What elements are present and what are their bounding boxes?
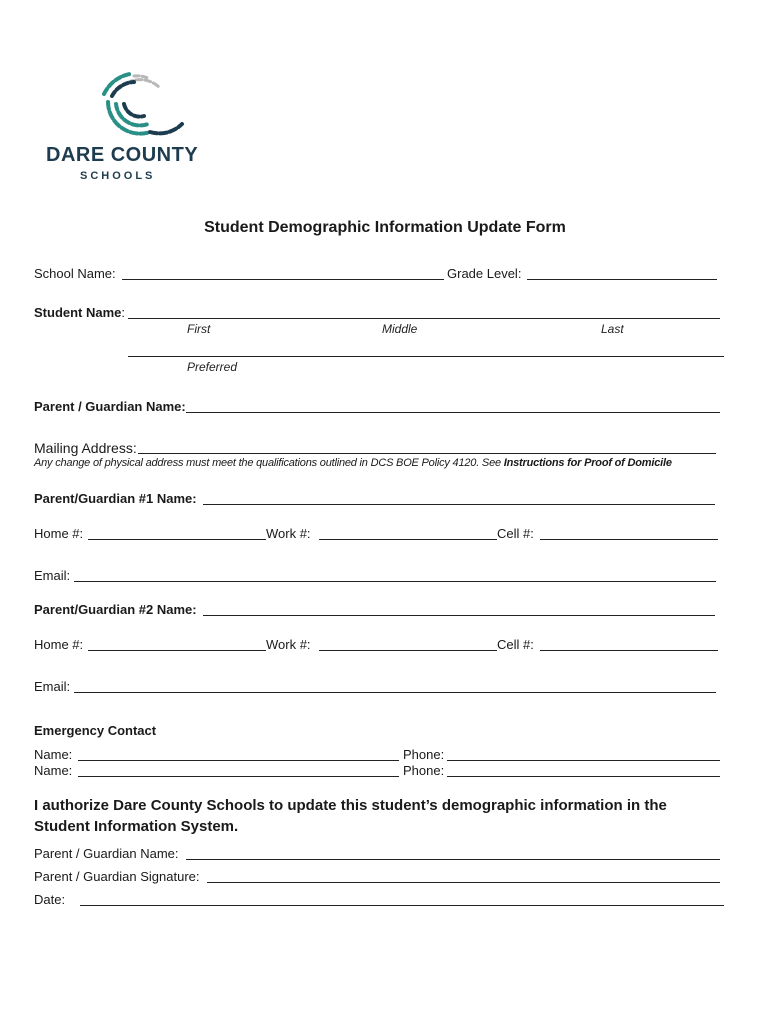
logo-name-line2: SCHOOLS: [80, 170, 156, 182]
guardian-name-field[interactable]: [186, 412, 720, 413]
guardian2-work-field[interactable]: [319, 650, 497, 651]
guardian2-name-label: Parent/Guardian #2 Name:: [34, 602, 197, 617]
emergency-contact-heading: Emergency Contact: [34, 723, 157, 738]
guardian2-work-label: Work #:: [266, 637, 311, 652]
guardian1-name-label: Parent/Guardian #1 Name:: [34, 491, 197, 506]
student-name-heading: [34, 305, 125, 321]
guardian2-name-field[interactable]: [203, 615, 715, 616]
guardian1-work-field[interactable]: [319, 539, 497, 540]
dare-county-schools-logo-icon: [90, 68, 200, 138]
emergency2-phone-field[interactable]: [447, 776, 720, 777]
logo-name-line1: DARE COUNTY: [46, 144, 199, 166]
guardian2-email-field[interactable]: [74, 692, 716, 693]
emergency1-phone-field[interactable]: [447, 760, 720, 761]
emergency2-name-field[interactable]: [78, 776, 399, 777]
student-name-field[interactable]: [128, 318, 720, 319]
domicile-instructions-link[interactable]: Instructions for Proof of Domicile: [503, 457, 672, 469]
guardian1-email-field[interactable]: [74, 581, 716, 582]
student-name-colon: :: [121, 305, 126, 320]
last-name-caption: Last: [601, 322, 624, 336]
first-name-caption: First: [187, 322, 211, 336]
emergency1-phone-label: Phone:: [403, 747, 445, 762]
guardian1-email-label: Email:: [34, 568, 71, 583]
guardian1-name-field[interactable]: [203, 504, 715, 505]
guardian1-work-label: Work #:: [266, 526, 311, 541]
emergency1-name-label: Name:: [34, 747, 73, 762]
guardian2-cell-label: Cell #:: [497, 637, 534, 652]
preferred-name-field[interactable]: [128, 356, 724, 357]
middle-name-caption: Middle: [382, 322, 418, 336]
grade-level-label: Grade Level:: [447, 266, 522, 281]
grade-level-field[interactable]: [527, 279, 717, 280]
emergency2-phone-label: Phone:: [403, 763, 445, 778]
guardian2-home-field[interactable]: [88, 650, 266, 651]
authorization-statement: [34, 795, 667, 837]
guardian-name-label: Parent / Guardian Name:: [34, 399, 186, 414]
preferred-name-caption: Preferred: [187, 360, 238, 374]
guardian2-email-label: Email:: [34, 679, 71, 694]
student-name-label: Student Name: [34, 305, 122, 320]
emergency1-name-field[interactable]: [78, 760, 399, 761]
signature-guardian-name-label: Parent / Guardian Name:: [34, 846, 179, 861]
mailing-address-label: Mailing Address:: [34, 440, 137, 456]
date-field[interactable]: [80, 905, 724, 906]
guardian1-home-field[interactable]: [88, 539, 266, 540]
guardian1-cell-label: Cell #:: [497, 526, 534, 541]
guardian2-cell-field[interactable]: [540, 650, 718, 651]
domicile-note-text: Any change of physical address must meet the qualifications outlined in DCS BOE Policy 4120. See: [34, 457, 501, 469]
domicile-note: [34, 457, 672, 469]
guardian2-home-label: Home #:: [34, 637, 84, 652]
school-name-label: School Name:: [34, 266, 116, 281]
date-label: Date:: [34, 892, 66, 907]
authorization-line1: I authorize Dare County Schools to update this student’s demographic information in the: [34, 797, 667, 814]
mailing-address-field[interactable]: [138, 453, 716, 454]
logo: [40, 64, 220, 189]
guardian-signature-label: Parent / Guardian Signature:: [34, 869, 200, 884]
authorization-line2: Student Information System.: [34, 818, 239, 835]
guardian1-cell-field[interactable]: [540, 539, 718, 540]
guardian-signature-field[interactable]: [207, 882, 720, 883]
emergency2-name-label: Name:: [34, 763, 73, 778]
signature-guardian-name-field[interactable]: [186, 859, 720, 860]
guardian1-home-label: Home #:: [34, 526, 84, 541]
page-title: Student Demographic Information Update Form: [204, 219, 566, 236]
school-name-field[interactable]: [122, 279, 444, 280]
